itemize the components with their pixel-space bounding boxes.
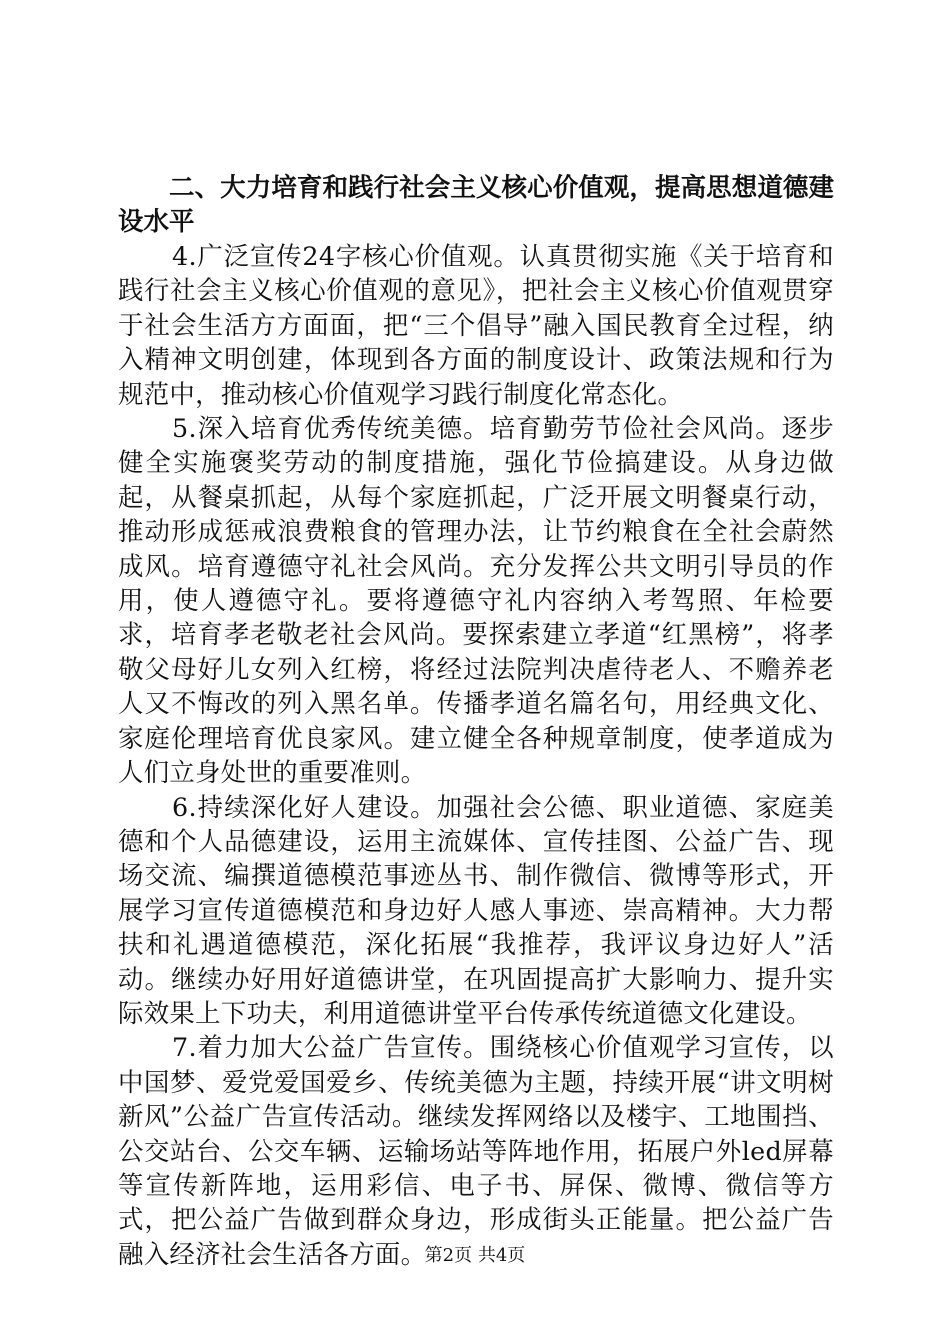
paragraph-7: 7.着力加大公益广告宣传。围绕核心价值观学习宣传，以中国梦、爱党爱国爱乡、传统美德为主题，持续开展“讲文明树新风”公益广告宣传活动。继续发挥网络以及楼宇、工地围挡、公交站台、公交车辆、运输场站等阵地作用，拓展户外led屏幕等宣传新阵地，运用彩信、电子书、屏保、微博、微信等方式，把公益广告做到群众身边，形成街头正能量。把公益广告融入经济社会生活各方面。 bbox=[118, 1032, 834, 1269]
section-heading: 二、大力培育和践行社会主义核心价值观，提高思想道德建设水平 bbox=[118, 173, 834, 237]
paragraph-5: 5.深入培育优秀传统美德。培育勤劳节俭社会风尚。逐步健全实施褒奖劳动的制度措施，强化节俭搞建设。从身边做起，从餐桌抓起，从每个家庭抓起，广泛开展文明餐桌行动，推动形成惩戒浪费粮食的管理办法，让节约粮食在全社会蔚然成风。培育遵德守礼社会风尚。充分发挥公共文明引导员的作用，使人遵德守礼。要将遵德守礼内容纳入考驾照、年检要求，培育孝老敬老社会风尚。要探索建立孝道“红黑榜”，将孝敬父母好儿女列入红榜，将经过法院判决虐待老人、不赡养老人又不悔改的列入黑名单。传播孝道名篇名句，用经典文化、家庭伦理培育优良家风。建立健全各种规章制度，使孝道成为人们立身处世的重要准则。 bbox=[118, 413, 834, 788]
page-number-footer: 第2页 共4页 bbox=[424, 1245, 526, 1266]
paragraph-4: 4.广泛宣传24字核心价值观。认真贯彻实施《关于培育和践行社会主义核心价值观的意见》，把社会主义核心价值观贯穿于社会生活方方面面，把“三个倡导”融入国民教育全过程，纳入精神文明创建，体现到各方面的制度设计、政策法规和行为规范中，推动核心价值观学习践行制度化常态化。 bbox=[118, 241, 834, 409]
document-body bbox=[118, 171, 834, 1271]
paragraph-6: 6.持续深化好人建设。加强社会公德、职业道德、家庭美德和个人品德建设，运用主流媒体、宣传挂图、公益广告、现场交流、编撰道德模范事迹丛书、制作微信、微博等形式，开展学习宣传道德模范和身边好人感人事迹、崇高精神。大力帮扶和礼遇道德模范，深化拓展“我推荐，我评议身边好人”活动。继续办好用好道德讲堂，在巩固提高扩大影响力、提升实际效果上下功夫，利用道德讲堂平台传承传统道德文化建设。 bbox=[118, 791, 834, 1028]
